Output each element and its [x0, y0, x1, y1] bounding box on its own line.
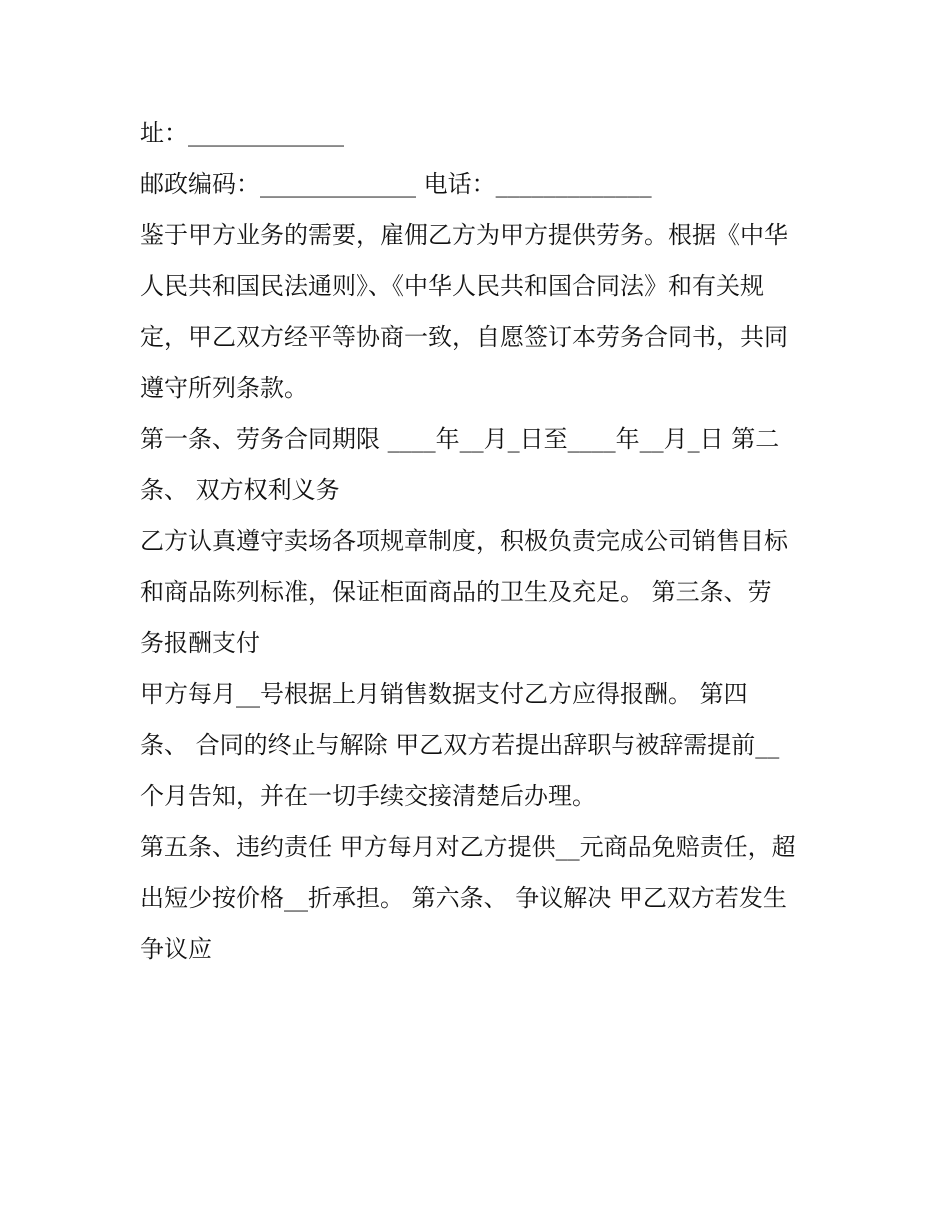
article-2-heading: 条、 双方权利义务 — [140, 476, 340, 504]
preamble-line-3: 定，甲乙双方经平等协商一致，自愿签订本劳务合同书，共同 — [140, 323, 788, 351]
article-5-line-1: 第五条、违约责任 甲方每月对乙方提供__元商品免赔责任，超 — [140, 833, 796, 861]
article-4-line-1: 条、 合同的终止与解除 甲乙双方若提出辞职与被辞需提前__ — [140, 731, 780, 759]
article-2-line-2: 和商品陈列标准，保证柜面商品的卫生及充足。 第三条、劳 — [140, 578, 772, 606]
article-4-line-2: 个月告知，并在一切手续交接清楚后办理。 — [140, 782, 596, 810]
address-line: 址：_____________ — [140, 119, 344, 147]
article-1-line: 第一条、劳务合同期限 ____年__月_日至____年__月_日 第二 — [140, 425, 780, 453]
article-2-line-1: 乙方认真遵守卖场各项规章制度，积极负责完成公司销售目标 — [140, 527, 788, 555]
preamble-line-4: 遵守所列条款。 — [140, 374, 308, 402]
article-3-line: 甲方每月__号根据上月销售数据支付乙方应得报酬。 第四 — [140, 680, 748, 708]
article-5-6-line: 出短少按价格__折承担。 第六条、 争议解决 甲乙双方若发生 — [140, 884, 787, 912]
preamble-line-1: 鉴于甲方业务的需要，雇佣乙方为甲方提供劳务。根据《中华 — [140, 221, 788, 249]
postal-code-phone-line: 邮政编码：_____________ 电话：_____________ — [140, 170, 652, 198]
article-3-heading: 务报酬支付 — [140, 629, 260, 657]
preamble-line-2: 人民共和国民法通则》、《中华人民共和国合同法》和有关规 — [140, 272, 764, 300]
article-6-line: 争议应 — [140, 935, 212, 963]
contract-body — [140, 108, 820, 975]
